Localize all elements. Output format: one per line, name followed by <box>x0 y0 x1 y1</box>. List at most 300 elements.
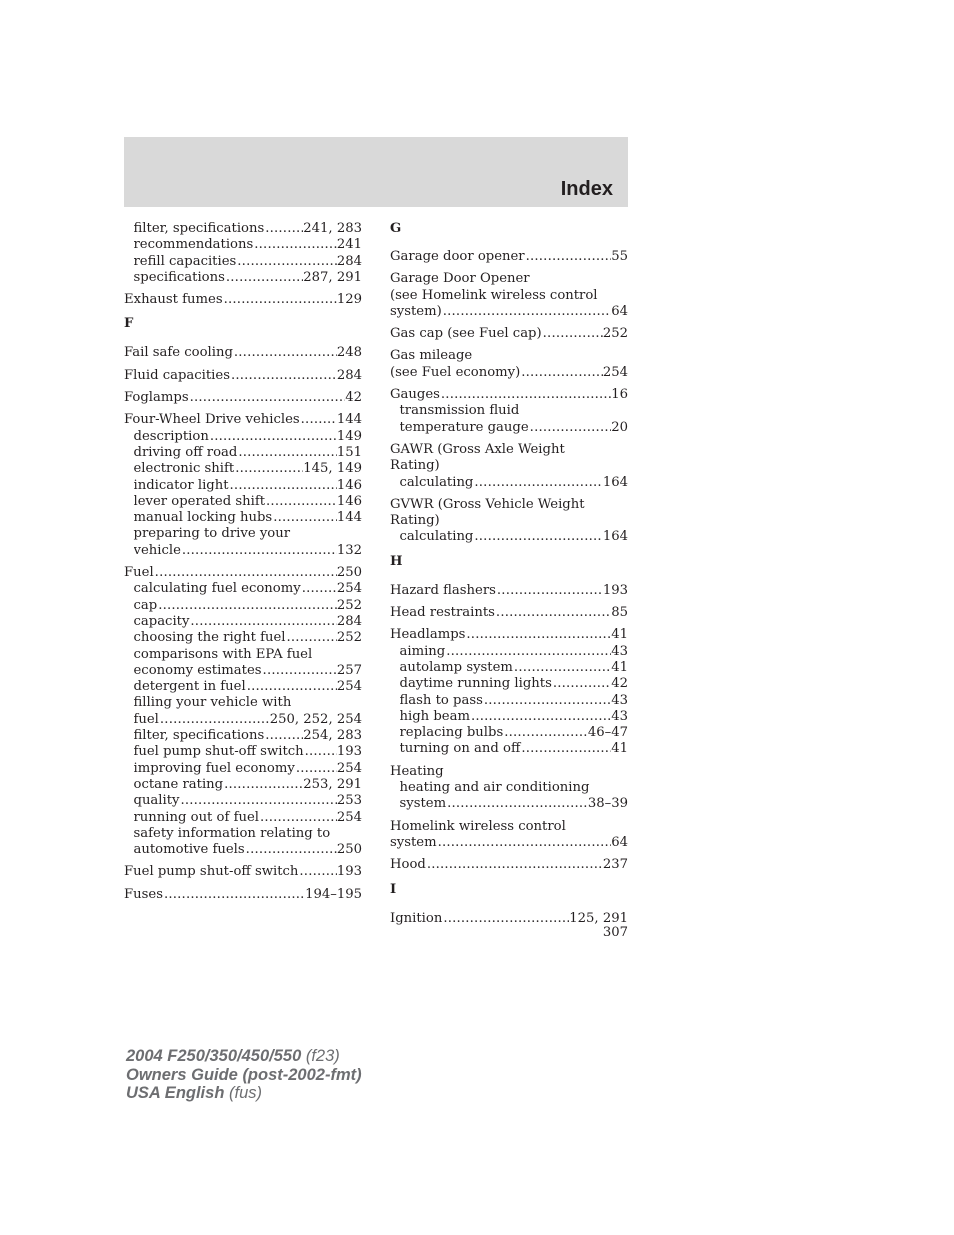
index-entry <box>390 605 628 621</box>
index-entry-text: Heating <box>390 763 444 779</box>
index-term: Foglamps <box>124 390 189 406</box>
index-entry-text: GAWR (Gross Axle Weight <box>390 441 565 457</box>
dot-leader <box>304 744 337 760</box>
index-entry <box>124 887 362 903</box>
index-entry <box>124 598 362 614</box>
index-term: capacity <box>133 613 190 629</box>
index-page-ref: 20 <box>611 419 628 435</box>
index-entry <box>124 478 362 494</box>
index-page-ref: 144 <box>336 510 362 526</box>
index-page-ref: 46–47 <box>587 725 628 741</box>
dot-leader <box>495 605 611 621</box>
index-page-ref: 194–195 <box>305 886 362 902</box>
index-term: manual locking hubs <box>133 510 273 526</box>
footer-model: 2004 F250/350/450/550 <box>126 1047 302 1065</box>
dot-leader <box>437 835 612 851</box>
index-term: daytime running lights <box>399 676 552 692</box>
index-entry <box>124 761 362 777</box>
footer-language-code: (fus) <box>224 1084 262 1102</box>
index-entry-text: preparing to drive your <box>133 526 291 542</box>
index-entry-line <box>134 581 363 597</box>
index-term: Fail safe cooling <box>124 345 233 361</box>
index-entry-line <box>134 630 363 646</box>
index-entry <box>124 842 362 858</box>
dot-leader <box>445 644 611 660</box>
index-entry-line <box>390 249 628 265</box>
dot-leader <box>264 728 303 744</box>
index-term: electronic shift <box>133 461 235 477</box>
dot-leader <box>483 693 611 709</box>
index-term: turning on and off <box>399 741 521 757</box>
dot-leader <box>513 660 611 676</box>
index-entry-line <box>124 292 362 308</box>
index-page-ref: 250, 252, 254 <box>269 711 362 727</box>
header-band <box>124 137 628 207</box>
index-page-ref: 287, 291 <box>303 269 362 285</box>
index-term: indicator light <box>133 477 229 493</box>
index-entry-line <box>124 390 362 406</box>
index-entry-line <box>390 857 628 873</box>
index-page-ref: 250 <box>336 842 362 858</box>
index-entry-line <box>400 796 629 812</box>
dot-leader <box>163 887 305 903</box>
dot-leader <box>233 345 337 361</box>
index-page-ref: 284 <box>336 613 362 629</box>
dot-leader <box>229 478 337 494</box>
index-entry-line <box>134 793 363 809</box>
index-entry-line <box>134 429 363 445</box>
index-page-ref: 144 <box>336 412 362 428</box>
index-term: Fluid capacities <box>124 367 230 383</box>
index-entry <box>124 445 362 461</box>
dot-leader <box>542 326 603 342</box>
index-term: fuel pump shut-off switch <box>133 744 304 760</box>
section-letter: H <box>390 553 403 569</box>
index-page-ref: 254 <box>336 581 362 597</box>
index-entry <box>124 810 362 826</box>
index-term: Gauges <box>390 387 440 403</box>
footer-language: USA English <box>126 1084 225 1102</box>
index-term: filter, specifications <box>133 221 265 236</box>
dot-leader <box>265 494 337 510</box>
index-entry <box>390 249 628 265</box>
index-entry <box>124 345 362 361</box>
index-entry-line <box>134 663 363 679</box>
index-entry <box>390 660 628 676</box>
dot-leader <box>179 793 336 809</box>
index-entry-line <box>400 693 629 709</box>
index-entry-line <box>390 605 628 621</box>
dot-leader <box>272 510 337 526</box>
index-entry <box>390 529 628 545</box>
index-page-ref: 38–39 <box>587 796 628 812</box>
index-entry <box>124 663 362 679</box>
dot-leader <box>426 857 603 873</box>
index-term: specifications <box>133 269 225 285</box>
index-entry <box>390 857 628 873</box>
index-entry-line <box>134 842 363 858</box>
index-page-ref: 257 <box>336 662 362 678</box>
index-entry <box>124 565 362 581</box>
index-term: fuel <box>133 711 159 727</box>
index-term: (see Fuel economy) <box>390 364 521 380</box>
index-page-ref: 241 <box>336 237 362 253</box>
index-entry-text: filling your vehicle with <box>133 695 292 711</box>
index-page-ref: 164 <box>602 529 628 545</box>
index-entry-line <box>390 835 628 851</box>
index-entry-line <box>390 627 628 643</box>
index-term: Ignition <box>390 910 443 926</box>
index-term: vehicle <box>133 542 181 558</box>
index-page-ref: 43 <box>611 643 628 659</box>
index-term: calculating <box>399 529 474 545</box>
index-term: Fuel pump shut-off switch <box>124 864 299 880</box>
dot-leader <box>520 741 611 757</box>
dot-leader <box>189 390 346 406</box>
index-page-ref: 132 <box>336 542 362 558</box>
index-page-ref: 164 <box>602 474 628 490</box>
dot-leader <box>440 387 611 403</box>
index-page-ref: 42 <box>345 390 362 406</box>
index-term: calculating fuel economy <box>133 581 301 597</box>
index-entry <box>390 365 628 381</box>
dot-leader <box>520 365 603 381</box>
index-page-ref: 43 <box>611 692 628 708</box>
index-entry-line <box>134 614 363 630</box>
index-entry-line <box>134 744 363 760</box>
dot-leader <box>473 475 602 491</box>
index-entry <box>124 543 362 559</box>
index-entry-line <box>390 365 628 381</box>
index-entry-text: comparisons with EPA fuel <box>133 646 313 662</box>
index-term: quality <box>133 793 180 809</box>
index-term: refill capacities <box>133 253 237 269</box>
dot-leader <box>301 581 337 597</box>
index-entry-text: safety information relating to <box>133 825 331 841</box>
dot-leader <box>300 412 337 428</box>
index-entry <box>390 693 628 709</box>
index-entry-line <box>400 709 629 725</box>
dot-leader <box>470 709 611 725</box>
index-entry <box>390 627 628 643</box>
index-entry <box>124 793 362 809</box>
index-page-ref: 252 <box>336 597 362 613</box>
index-page-ref: 16 <box>611 387 628 403</box>
index-entry-text: Garage Door Opener <box>390 271 530 287</box>
index-entry-line <box>400 475 629 491</box>
dot-leader <box>245 842 337 858</box>
index-page-ref: 193 <box>602 582 628 598</box>
index-page-ref: 254 <box>336 679 362 695</box>
index-entry <box>390 725 628 741</box>
index-page-ref: 41 <box>611 627 628 643</box>
dot-leader <box>262 663 337 679</box>
section-letter: I <box>390 881 397 897</box>
dot-leader <box>154 565 337 581</box>
index-term: replacing bulbs <box>399 725 504 741</box>
index-page-ref: 42 <box>611 676 628 692</box>
index-entry <box>390 741 628 757</box>
index-page-ref: 146 <box>336 477 362 493</box>
index-entry-line <box>400 741 629 757</box>
index-entry-text: Rating) <box>390 513 440 529</box>
index-entry-line <box>134 494 363 510</box>
index-entry <box>390 644 628 660</box>
index-entry <box>390 583 628 599</box>
index-entry <box>124 614 362 630</box>
index-page-ref: 129 <box>336 292 362 308</box>
index-entry <box>124 461 362 477</box>
index-page-ref: 193 <box>336 864 362 880</box>
index-term: choosing the right fuel <box>133 630 286 646</box>
dot-leader <box>552 676 611 692</box>
dot-leader <box>503 725 588 741</box>
index-entry <box>124 679 362 695</box>
index-term: cap <box>133 597 158 613</box>
index-page-ref: 43 <box>611 708 628 724</box>
index-entry <box>390 709 628 725</box>
index-term: Headlamps <box>390 627 466 643</box>
dot-leader <box>286 630 337 646</box>
index-term: detergent in fuel <box>133 679 246 695</box>
index-entry-line <box>134 221 363 237</box>
dot-leader <box>246 679 337 695</box>
dot-leader <box>225 270 303 286</box>
index-page-ref: 145, 149 <box>303 461 362 477</box>
index-entry <box>390 326 628 342</box>
index-entry <box>124 254 362 270</box>
dot-leader <box>223 777 303 793</box>
index-term: system) <box>390 303 442 319</box>
index-term: high beam <box>399 708 470 724</box>
index-page-ref: 125, 291 <box>569 910 628 926</box>
index-entry <box>124 864 362 880</box>
index-entry-text: (see Homelink wireless control <box>390 287 598 303</box>
index-entry <box>124 270 362 286</box>
page-title: Index <box>560 178 613 200</box>
dot-leader <box>189 614 336 630</box>
index-entry-text: Rating) <box>390 458 440 474</box>
index-entry-line <box>134 254 363 270</box>
index-entry <box>124 581 362 597</box>
index-entry-line <box>390 326 628 342</box>
footer-line-1 <box>126 1047 362 1066</box>
index-entry <box>124 630 362 646</box>
index-entry <box>124 390 362 406</box>
index-entry-line <box>134 237 363 253</box>
index-column-left <box>124 221 362 903</box>
index-entry-line <box>400 529 629 545</box>
dot-leader <box>446 796 588 812</box>
index-entry-line <box>134 679 363 695</box>
index-entry-line <box>134 598 363 614</box>
index-entry-line <box>124 368 362 384</box>
index-term: autolamp system <box>399 659 513 675</box>
index-entry <box>124 777 362 793</box>
page-number: 307 <box>602 925 628 940</box>
index-entry-line <box>134 810 363 826</box>
index-entry-line <box>134 712 363 728</box>
index-term: Hood <box>390 857 426 873</box>
index-entry-text: transmission fluid <box>399 403 520 419</box>
index-page-ref: 55 <box>611 249 628 264</box>
dot-leader <box>159 712 270 728</box>
dot-leader <box>496 583 603 599</box>
index-page-ref: 248 <box>336 345 362 361</box>
index-term: recommendations <box>133 237 254 253</box>
index-page-ref: 64 <box>611 303 628 319</box>
index-term: Head restraints <box>390 605 495 621</box>
index-column-right <box>390 221 628 927</box>
index-page-ref: 41 <box>611 741 628 757</box>
index-entry <box>124 510 362 526</box>
index-term: temperature gauge <box>399 419 529 435</box>
index-entry-line <box>390 304 628 320</box>
dot-leader <box>230 368 337 384</box>
index-entry <box>124 712 362 728</box>
index-page-ref: 149 <box>336 428 362 444</box>
index-entry-line <box>400 676 629 692</box>
index-page-ref: 250 <box>336 565 362 581</box>
index-entry <box>124 412 362 428</box>
index-entry <box>124 221 362 237</box>
index-term: Four-Wheel Drive vehicles <box>124 412 300 428</box>
index-term: running out of fuel <box>133 809 259 825</box>
index-term: calculating <box>399 474 474 490</box>
section-letter: G <box>390 221 402 236</box>
index-entry-line <box>390 387 628 403</box>
dot-leader <box>209 429 337 445</box>
index-entry-line <box>124 565 362 581</box>
dot-leader <box>223 292 337 308</box>
index-term: system <box>399 796 447 812</box>
index-page-ref: 254 <box>602 364 628 380</box>
index-entry <box>390 676 628 692</box>
index-term: automotive fuels <box>133 842 245 858</box>
index-term: octane rating <box>133 776 224 792</box>
index-term: system <box>390 834 437 850</box>
index-page-ref: 151 <box>336 444 362 460</box>
index-term: flash to pass <box>399 692 483 708</box>
index-entry <box>124 429 362 445</box>
index-entry-line <box>400 420 629 436</box>
index-term: improving fuel economy <box>133 760 295 776</box>
index-page-ref: 64 <box>611 834 628 850</box>
index-page-ref: 146 <box>336 493 362 509</box>
index-term: driving off road <box>133 444 238 460</box>
index-entry-line <box>134 445 363 461</box>
index-entry <box>124 744 362 760</box>
index-page-ref: 284 <box>336 367 362 383</box>
index-entry-text: GVWR (Gross Vehicle Weight <box>390 496 585 512</box>
index-entry <box>124 237 362 253</box>
index-entry-line <box>134 543 363 559</box>
index-entry-text: Homelink wireless control <box>390 818 566 834</box>
index-entry-line <box>400 660 629 676</box>
index-page-ref: 254, 283 <box>303 728 362 744</box>
index-entry-line <box>134 777 363 793</box>
index-term: aiming <box>399 643 446 659</box>
dot-leader <box>525 249 612 265</box>
index-entry-line <box>400 725 629 741</box>
index-entry <box>124 292 362 308</box>
index-page-ref: 254 <box>336 760 362 776</box>
dot-leader <box>253 237 337 253</box>
index-page-ref: 241, 283 <box>303 221 362 236</box>
dot-leader <box>442 304 611 320</box>
index-entry-text: heating and air conditioning <box>399 780 590 796</box>
index-entry-line <box>134 478 363 494</box>
index-term: Garage door opener <box>390 249 525 264</box>
index-entry <box>390 835 628 851</box>
document-footer <box>126 1047 362 1103</box>
index-entry <box>124 494 362 510</box>
index-page-ref: 253, 291 <box>303 776 362 792</box>
index-entry <box>390 304 628 320</box>
index-page-ref: 252 <box>336 630 362 646</box>
index-term: lever operated shift <box>133 493 266 509</box>
dot-leader <box>465 627 611 643</box>
dot-leader <box>237 445 337 461</box>
dot-leader <box>442 911 569 927</box>
index-term: Fuel <box>124 565 154 581</box>
index-term: filter, specifications <box>133 728 265 744</box>
index-entry-line <box>124 887 362 903</box>
dot-leader <box>473 529 602 545</box>
index-term: Exhaust fumes <box>124 292 223 308</box>
index-entry-line <box>124 864 362 880</box>
index-page-ref: 252 <box>602 326 628 342</box>
index-entry-text: Gas mileage <box>390 348 473 364</box>
footer-line-3 <box>126 1084 362 1103</box>
section-letter: F <box>124 316 134 332</box>
index-entry <box>390 420 628 436</box>
dot-leader <box>181 543 337 559</box>
dot-leader <box>234 461 303 477</box>
footer-model-code: (f23) <box>301 1047 340 1065</box>
dot-leader <box>529 420 612 436</box>
index-page-ref: 85 <box>611 605 628 621</box>
dot-leader <box>295 761 337 777</box>
dot-leader <box>264 221 303 237</box>
index-entry-line <box>134 510 363 526</box>
index-page-ref: 253 <box>336 793 362 809</box>
index-term: Gas cap (see Fuel cap) <box>390 326 542 342</box>
dot-leader <box>259 810 337 826</box>
index-entry-line <box>134 728 363 744</box>
index-entry-line <box>124 412 362 428</box>
index-page-ref: 284 <box>336 253 362 269</box>
index-page-ref: 193 <box>336 744 362 760</box>
index-entry-line <box>134 270 363 286</box>
index-entry-line <box>390 583 628 599</box>
index-term: Hazard flashers <box>390 582 496 598</box>
index-entry <box>124 368 362 384</box>
index-term: Fuses <box>124 886 163 902</box>
index-entry-line <box>134 761 363 777</box>
index-entry <box>124 728 362 744</box>
index-term: description <box>133 428 209 444</box>
index-entry-line <box>400 644 629 660</box>
index-entry-line <box>124 345 362 361</box>
footer-guide: Owners Guide (post-2002-fmt) <box>126 1065 362 1084</box>
dot-leader <box>298 864 336 880</box>
index-entry <box>390 796 628 812</box>
index-page-ref: 41 <box>611 659 628 675</box>
index-entry <box>390 475 628 491</box>
dot-leader <box>157 598 337 614</box>
index-term: economy estimates <box>133 662 262 678</box>
